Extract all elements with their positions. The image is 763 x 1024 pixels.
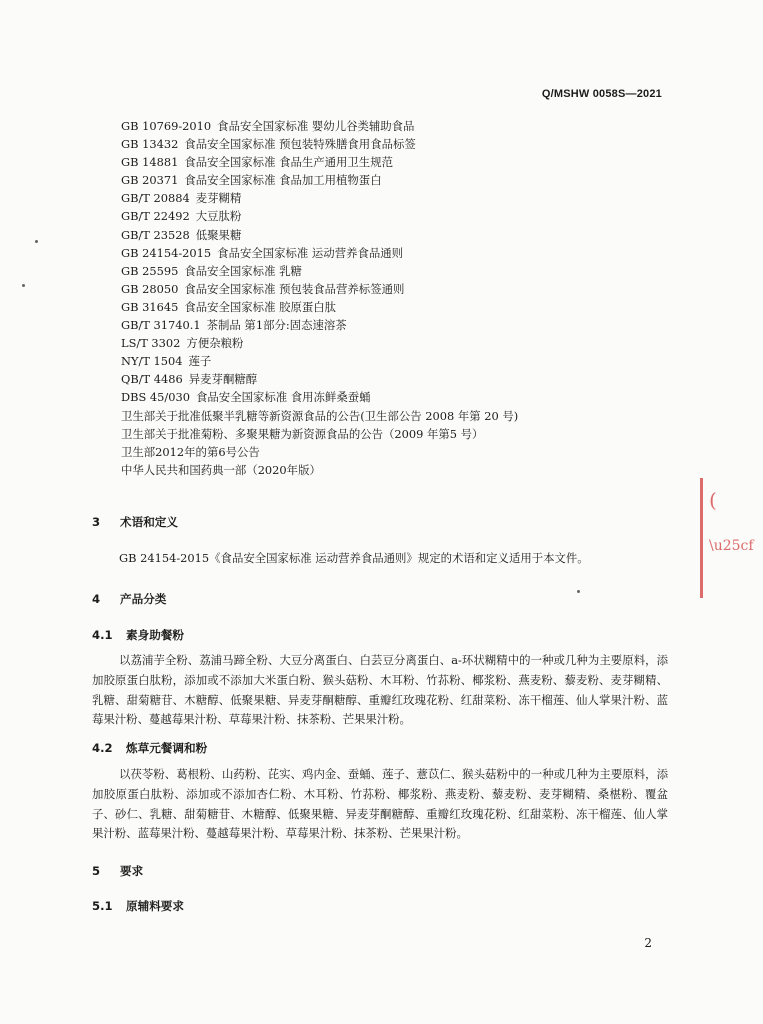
section-4-2-body: 以茯苓粉、葛根粉、山药粉、芘实、鸡内金、蚕蛹、莲子、薏苡仁、猴头菇粉中的一种或几种为主要原料，添加胶原蛋白肽粉、添加或不添加杏仁粉、木耳粉、竹荪粉、椰浆粉、燕麦粉、藜麦粉、麦芽糊精、桑椹粉、覆盆子、砂仁、乳糖、甜菊糖苷、木糖醇、低聚果糖、异麦芽酮糖醇、重瓣红玫瑰花粉、红甜菜粉、冻干榴莲、仙人掌果汁粉、蓝莓果汁粉、蔓越莓果汁粉、草莓果汁粉、抹茶粉、芒果果汁粉。 — [92, 767, 668, 841]
reference-code: GB 14881 — [121, 155, 179, 170]
reference-code: GB 31645 — [121, 299, 179, 314]
section-3-body: GB 24154-2015《食品安全国家标准 运动营养食品通则》规定的术语和定义适用于本文件。 — [119, 551, 589, 565]
reference-title: 莲子 — [188, 354, 212, 369]
reference-item — [121, 280, 518, 298]
reference-code: LS/T 3302 — [121, 336, 181, 351]
reference-code: GB/T 22492 — [121, 209, 190, 224]
reference-code: GB/T 31740.1 — [121, 318, 201, 333]
reference-item — [121, 443, 518, 461]
reference-item — [121, 334, 518, 352]
page-number: 2 — [644, 936, 652, 950]
reference-code: GB 10769-2010 — [121, 119, 212, 133]
reference-title: 卫生部关于批准菊粉、多聚果糖为新资源食品的公告（2009 年第5 号） — [121, 426, 484, 441]
reference-title: 食品安全国家标准 预包装特殊膳食用食品标签 — [184, 137, 416, 152]
reference-code: DBS 45/030 — [121, 390, 191, 405]
reference-title: 低聚果糖 — [195, 227, 242, 242]
reference-item — [121, 117, 518, 135]
reference-code: GB 13432 — [121, 137, 179, 152]
reference-title: 中华人民共和国药典一部（2020年版） — [121, 462, 321, 477]
reference-title: 麦芽糊精 — [195, 191, 242, 206]
reference-item — [121, 425, 518, 443]
normative-references-list — [121, 117, 518, 479]
section-4-1-heading: 4.1 素身助餐粉 — [92, 628, 184, 642]
reference-title: 食品安全国家标准 乳糖 — [184, 263, 302, 278]
reference-item — [121, 262, 518, 280]
reference-code: GB 20371 — [121, 173, 179, 188]
reference-title: 食品安全国家标准 食品生产通用卫生规范 — [184, 155, 393, 170]
reference-item — [121, 461, 518, 479]
section-3-heading: 3 术语和定义 — [92, 515, 178, 529]
reference-item — [121, 153, 518, 171]
section-5-heading: 5 要求 — [92, 864, 144, 878]
section-4-1-body: 以荔浦芋全粉、荔浦马蹄全粉、大豆分离蛋白、白芸豆分离蛋白、a-环状糊精中的一种或几种为主要原料，添加胶原蛋白肽粉，添加或不添加大米蛋白粉、猴头菇粉、木耳粉、竹荪粉、椰浆粉、燕麦粉、藜麦粉、麦芽糊精、乳糖、甜菊糖苷、木糖醇、低聚果糖、异麦芽酮糖醇、重瓣红玫瑰花粉、红甜菜粉、冻干榴莲、仙人掌果汁粉、蓝莓果汁粉、蔓越莓果汁粉、草莓果汁粉、抹茶粉、芒果果汁粉。 — [92, 653, 668, 727]
scan-speck — [35, 240, 38, 243]
scan-speck — [577, 590, 580, 593]
section-4-2-heading: 4.2 炼草元餐调和粉 — [92, 741, 208, 755]
reference-code: NY/T 1504 — [121, 354, 183, 369]
scan-speck — [22, 284, 25, 287]
reference-code: QB/T 4486 — [121, 372, 183, 387]
reference-item — [121, 352, 518, 370]
reference-code: GB/T 20884 — [121, 191, 190, 206]
reference-item — [121, 189, 518, 207]
red-seal-stamp: ( \u25cf — [700, 478, 763, 598]
reference-title: 茶制品 第1部分:固态速溶茶 — [206, 318, 347, 333]
reference-title: 异麦芽酮糖醇 — [188, 372, 258, 387]
reference-title: 方便杂粮粉 — [186, 336, 244, 351]
reference-item — [121, 244, 518, 262]
reference-title: 食品安全国家标准 婴幼儿谷类辅助食品 — [217, 119, 415, 133]
reference-item — [121, 298, 518, 316]
reference-title: 食品安全国家标准 胶原蛋白肽 — [184, 299, 337, 314]
reference-code: GB 25595 — [121, 263, 179, 278]
reference-title: 大豆肽粉 — [195, 209, 242, 224]
section-5-1-heading: 5.1 原辅料要求 — [92, 899, 184, 913]
reference-code: GB/T 23528 — [121, 227, 190, 242]
reference-item — [121, 370, 518, 388]
reference-title: 食品安全国家标准 食用冻鲜桑蚕蛹 — [196, 390, 371, 405]
reference-title: 食品安全国家标准 运动营养食品通则 — [217, 245, 404, 260]
reference-code: GB 24154-2015 — [121, 245, 212, 260]
reference-item — [121, 316, 518, 334]
reference-item — [121, 135, 518, 153]
reference-code: GB 28050 — [121, 281, 179, 296]
reference-item — [121, 171, 518, 189]
reference-title: 食品安全国家标准 食品加工用植物蛋白 — [184, 173, 382, 188]
reference-item — [121, 407, 518, 425]
section-4-heading: 4 产品分类 — [92, 592, 167, 606]
reference-title: 卫生部2012年的第6号公告 — [121, 444, 260, 459]
reference-item — [121, 226, 518, 244]
reference-item — [121, 207, 518, 225]
document-code: Q/MSHW 0058S—2021 — [541, 88, 662, 100]
reference-title: 食品安全国家标准 预包装食品营养标签通则 — [184, 281, 405, 296]
reference-title: 卫生部关于批准低聚半乳糖等新资源食品的公告(卫生部公告 2008 年第 20 号) — [121, 408, 519, 423]
reference-item — [121, 388, 518, 406]
